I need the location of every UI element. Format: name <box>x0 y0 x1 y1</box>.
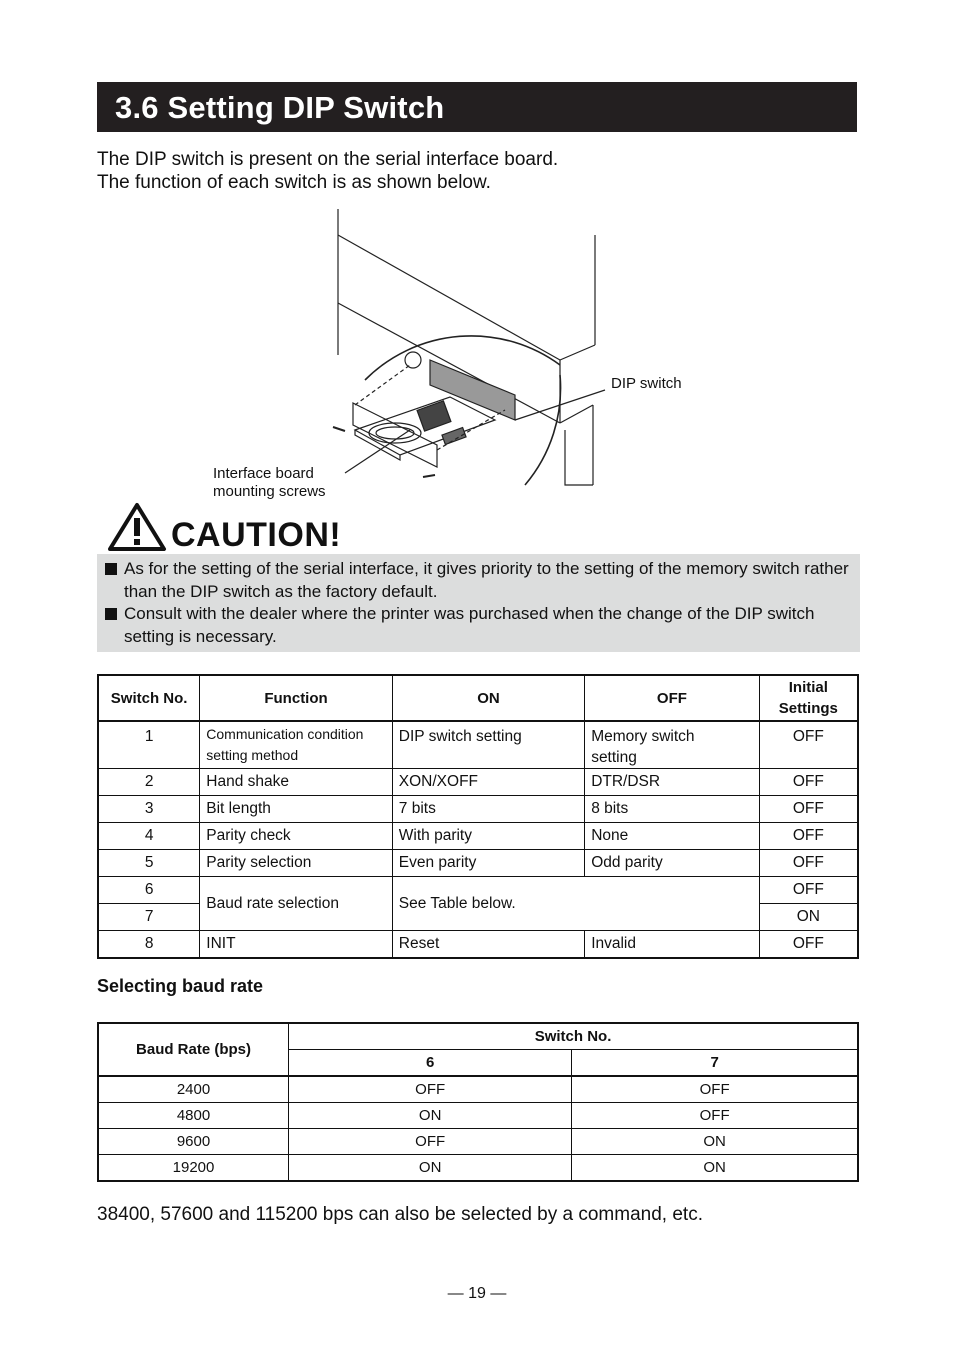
cell-on: XON/XOFF <box>392 769 584 796</box>
screws-label-line-2: mounting screws <box>213 483 326 500</box>
cell-function: Hand shake <box>200 769 393 796</box>
cell-sw6: OFF <box>289 1076 572 1103</box>
printer-board-drawing <box>205 205 705 505</box>
cell-function: INIT <box>200 931 393 959</box>
cell-initial: OFF <box>759 721 858 769</box>
page-number: — 19 — <box>447 1285 507 1302</box>
caution-item-text: As for the setting of the serial interface, it gives priority to the setting of the memory switch rather than the DIP switch as the factory default. <box>124 559 849 601</box>
cell-initial: OFF <box>759 796 858 823</box>
cell-function: Parity selection <box>200 850 393 877</box>
screws-label-line-1: Interface board <box>213 465 314 482</box>
dip-switch-table <box>97 674 859 959</box>
table-header-row <box>98 675 858 721</box>
warning-triangle-icon <box>107 502 167 552</box>
dip-switch-illustration <box>205 205 705 505</box>
bullet-square-icon <box>105 608 117 620</box>
header-switch-no: Switch No. <box>289 1023 858 1050</box>
cell-switch-no: 2 <box>98 769 200 796</box>
header-initial-line-2: Settings <box>778 700 838 717</box>
table-header-row <box>98 1023 858 1050</box>
cell-on-off-merged: See Table below. <box>392 877 759 931</box>
cell-off-line-1: Memory switch <box>591 728 695 745</box>
intro-line-2: The function of each switch is as shown below. <box>97 172 491 193</box>
table-row <box>98 931 858 959</box>
header-switch-7: 7 <box>572 1050 858 1077</box>
cell-on: Reset <box>392 931 584 959</box>
cell-switch-no: 6 <box>98 877 200 904</box>
caution-item-text: Consult with the dealer where the printer was purchased when the change of the DIP switch setting is necessary. <box>124 604 815 646</box>
cell-off: DTR/DSR <box>585 769 759 796</box>
cell-on: DIP switch setting <box>392 721 584 769</box>
cell-switch-no: 1 <box>98 721 200 769</box>
table-row <box>98 1155 858 1182</box>
cell-off <box>585 721 759 769</box>
cell-initial: OFF <box>759 877 858 904</box>
cell-initial: OFF <box>759 769 858 796</box>
table-row <box>98 1076 858 1103</box>
table-row <box>98 721 858 769</box>
footnote: 38400, 57600 and 115200 bps can also be selected by a command, etc. <box>97 1204 703 1225</box>
cell-on: Even parity <box>392 850 584 877</box>
cell-initial: ON <box>759 904 858 931</box>
cell-sw7: OFF <box>572 1076 858 1103</box>
cell-rate: 2400 <box>98 1076 289 1103</box>
cell-initial: OFF <box>759 850 858 877</box>
table-row <box>98 1103 858 1129</box>
intro-line-1: The DIP switch is present on the serial interface board. <box>97 149 559 170</box>
header-function: Function <box>200 675 393 721</box>
cell-sw6: OFF <box>289 1129 572 1155</box>
cell-off: Odd parity <box>585 850 759 877</box>
cell-function <box>200 721 393 769</box>
cell-function-line-1: Communication condition <box>206 726 364 742</box>
caution-title: CAUTION! <box>171 516 342 554</box>
intro-text <box>97 148 558 194</box>
caution-item <box>105 558 854 603</box>
caution-box <box>97 554 860 652</box>
table-row <box>98 769 858 796</box>
cell-switch-no: 4 <box>98 823 200 850</box>
baud-rate-heading: Selecting baud rate <box>97 976 264 996</box>
cell-initial: OFF <box>759 823 858 850</box>
cell-sw7: OFF <box>572 1103 858 1129</box>
cell-on: With parity <box>392 823 584 850</box>
cell-sw6: ON <box>289 1103 572 1129</box>
cell-switch-no: 7 <box>98 904 200 931</box>
cell-off-line-2: setting <box>591 749 637 766</box>
cell-function-line-2: setting method <box>206 747 299 763</box>
cell-switch-no: 8 <box>98 931 200 959</box>
cell-off: Invalid <box>585 931 759 959</box>
cell-function: Parity check <box>200 823 393 850</box>
cell-off: 8 bits <box>585 796 759 823</box>
table-row <box>98 850 858 877</box>
header-on: ON <box>392 675 584 721</box>
cell-initial: OFF <box>759 931 858 959</box>
cell-switch-no: 3 <box>98 796 200 823</box>
cell-rate: 19200 <box>98 1155 289 1182</box>
cell-off: None <box>585 823 759 850</box>
table-row <box>98 877 858 904</box>
cell-function: Baud rate selection <box>200 877 393 931</box>
header-initial-settings <box>759 675 858 721</box>
caution-item <box>105 603 854 648</box>
header-switch-no: Switch No. <box>98 675 200 721</box>
header-baud-rate: Baud Rate (bps) <box>98 1023 289 1076</box>
table-row <box>98 1129 858 1155</box>
table-row <box>98 796 858 823</box>
cell-function: Bit length <box>200 796 393 823</box>
cell-sw6: ON <box>289 1155 572 1182</box>
table-row <box>98 823 858 850</box>
header-off: OFF <box>585 675 759 721</box>
baud-rate-table <box>97 1022 859 1182</box>
section-title: 3.6 Setting DIP Switch <box>97 82 857 132</box>
bullet-square-icon <box>105 563 117 575</box>
cell-sw7: ON <box>572 1129 858 1155</box>
header-switch-6: 6 <box>289 1050 572 1077</box>
cell-sw7: ON <box>572 1155 858 1182</box>
dip-switch-label: DIP switch <box>611 375 682 392</box>
cell-switch-no: 5 <box>98 850 200 877</box>
cell-rate: 9600 <box>98 1129 289 1155</box>
cell-on: 7 bits <box>392 796 584 823</box>
header-initial-line-1: Initial <box>788 679 828 696</box>
cell-rate: 4800 <box>98 1103 289 1129</box>
